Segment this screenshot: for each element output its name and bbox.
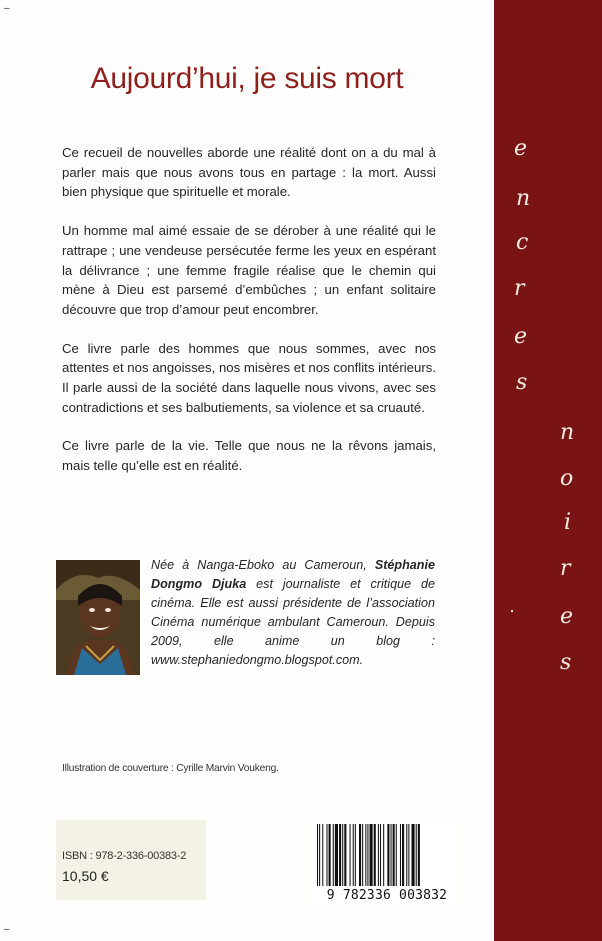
barcode-bar (416, 824, 417, 886)
barcode-bar (350, 824, 351, 886)
barcode-bar (412, 824, 415, 886)
barcode-bar (329, 824, 331, 886)
collection-letter: n (560, 420, 575, 445)
barcode-bar (359, 824, 361, 886)
barcode-bar (319, 824, 320, 886)
collection-letter: r (514, 276, 525, 301)
author-name: Stéphanie Dongmo Djuka (151, 558, 435, 591)
collection-letter: c (516, 230, 529, 255)
barcode-bar (387, 824, 389, 886)
book-title: Aujourd’hui, je suis mort (90, 62, 404, 95)
author-photo (56, 560, 140, 675)
bio-intro: Née à Nanga-Eboko au Cameroun, (151, 558, 375, 572)
collection-letter: e (514, 324, 528, 349)
collection-letter: n (516, 186, 531, 211)
barcode-bars (313, 822, 461, 888)
barcode-bar (326, 824, 327, 886)
collection-letter: o (560, 466, 574, 491)
barcode-bar (365, 824, 366, 886)
collection-letter: e (514, 136, 528, 161)
barcode-bar (339, 824, 341, 886)
collection-letter: i (564, 510, 572, 535)
barcode-bar (333, 824, 334, 886)
barcode-bar (370, 824, 373, 886)
blurb-paragraph: Un homme mal aimé essaie de se dérober à une réalité qui le rattrape ; une vendeuse persécutée ferme les yeux en espérant la délivrance ; une femme fragile réalise que le chemin qui mène à Dieu est parsemé d’embûches ; un enfant solitaire découvre que trop d’amour peut encombrer. (62, 223, 436, 317)
barcode-bar (391, 824, 392, 886)
barcode-digits: 9 782336 003832 (326, 888, 448, 903)
barcode-bar (406, 824, 407, 886)
barcode-bar (378, 824, 379, 886)
barcode-bar (383, 824, 384, 886)
barcode-bar (355, 824, 356, 886)
author-bio (151, 556, 435, 670)
barcode (313, 822, 461, 908)
blurb-paragraph: Ce livre parle de la vie. Telle que nous ne la rêvons jamais, mais telle qu’elle est en réalité. (62, 438, 436, 474)
barcode-bar (400, 824, 401, 886)
barcode-bar (367, 824, 368, 886)
barcode-bar (396, 824, 397, 886)
barcode-bar (353, 824, 354, 886)
decorative-dot (511, 610, 513, 612)
barcode-bar (408, 824, 409, 886)
collection-band (494, 0, 602, 941)
barcode-bar (402, 824, 404, 886)
barcode-bar (335, 824, 338, 886)
barcode-bar (418, 824, 420, 886)
collection-letter: s (560, 650, 572, 675)
bio-text: est journaliste et critique de cinéma. Elle est aussi présidente de l’association Cinéma numérique ambulant Cameroun. Depuis 2009, elle anime un blog : www.stephaniedongmo.blogspot.com. (151, 577, 435, 667)
barcode-bar (344, 824, 346, 886)
crop-mark: – (4, 3, 10, 14)
barcode-bar (362, 824, 363, 886)
barcode-bar (374, 824, 376, 886)
collection-letter: e (560, 604, 574, 629)
barcode-bar (380, 824, 381, 886)
price: 10,50 € (62, 868, 109, 884)
collection-letter: s (516, 370, 528, 395)
illustration-credit: Illustration de couverture : Cyrille Marvin Voukeng. (62, 763, 279, 774)
blurb (62, 143, 436, 495)
crop-mark: – (4, 924, 10, 935)
barcode-bar (322, 824, 323, 886)
barcode-bar (342, 824, 343, 886)
collection-letter: r (560, 556, 571, 581)
blurb-paragraph: Ce livre parle des hommes que nous sommes, avec nos attentes et nos angoisses, nos misères et nos conflits intérieurs. Il parle aussi de la société dans laquelle nous vivons, avec ses contradictions et ses balbutiements, sa violence et sa cruauté. (62, 340, 436, 415)
barcode-bar (393, 824, 395, 886)
blurb-paragraph: Ce recueil de nouvelles aborde une réalité dont on a du mal à parler mais que nous avons tous en partage : la mort. Aussi bien physique que spirituelle et morale. (62, 145, 436, 200)
isbn: ISBN : 978-2-336-00383-2 (62, 850, 187, 862)
barcode-bar (317, 824, 318, 886)
